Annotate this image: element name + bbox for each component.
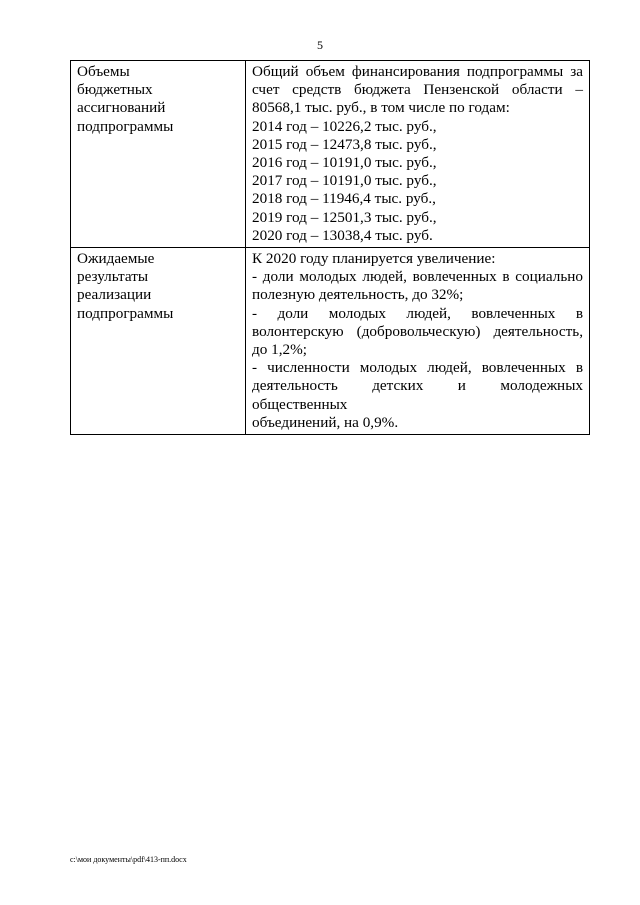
label-line: Объемы [77, 63, 130, 80]
budget-intro-line: 80568,1 тыс. руб., в том числе по годам: [252, 99, 510, 117]
label-line: ассигнований [77, 99, 166, 117]
row-value-results [246, 248, 590, 435]
results-line: деятельность детских и молодежных общественных [252, 377, 583, 413]
budget-year-line: 2016 год – 10191,0 тыс. руб., [252, 154, 437, 172]
results-line: до 1,2%; [252, 341, 307, 359]
label-line: реализации [77, 286, 152, 304]
page-number: 5 [317, 38, 323, 52]
label-line: Ожидаемые [77, 250, 155, 268]
row-value-budget [246, 61, 590, 248]
label-line: бюджетных [77, 81, 153, 99]
label-line: результаты [77, 268, 149, 286]
results-line: - доли молодых людей, вовлеченных в [252, 304, 583, 322]
budget-year-line: 2014 год – 10226,2 тыс. руб., [252, 117, 437, 135]
footer-file-path: c:\мои документы\pdf\413-пп.docx [70, 855, 187, 864]
results-line: объединений, на 0,9%. [252, 413, 399, 431]
results-line: - численности молодых людей, вовлеченных в [252, 359, 583, 377]
table-row-budget [71, 61, 590, 248]
results-line: К 2020 году планируется увеличение: [252, 250, 496, 268]
budget-year-line: 2017 год – 10191,0 тыс. руб., [252, 172, 437, 190]
budget-year-line: 2018 год – 11946,4 тыс. руб., [252, 190, 436, 208]
results-line: полезную деятельность, до 32%; [252, 286, 464, 304]
row-label-results [71, 248, 246, 435]
results-line: волонтерскую (добровольческую) деятельность, [252, 322, 583, 340]
passport-table [70, 60, 590, 435]
budget-year-line: 2015 год – 12473,8 тыс. руб., [252, 135, 437, 153]
budget-intro-line: Общий объем финансирования подпрограммы за [252, 63, 583, 80]
label-line: подпрограммы [77, 117, 174, 135]
label-line: подпрограммы [77, 304, 174, 322]
row-label-budget [71, 61, 246, 248]
table-row-results [71, 248, 590, 435]
budget-year-line: 2020 год – 13038,4 тыс. руб. [252, 226, 433, 244]
budget-intro-line: счет средств бюджета Пензенской области – [252, 81, 583, 99]
results-line: - доли молодых людей, вовлеченных в социально [252, 268, 583, 286]
budget-year-line: 2019 год – 12501,3 тыс. руб., [252, 208, 437, 226]
